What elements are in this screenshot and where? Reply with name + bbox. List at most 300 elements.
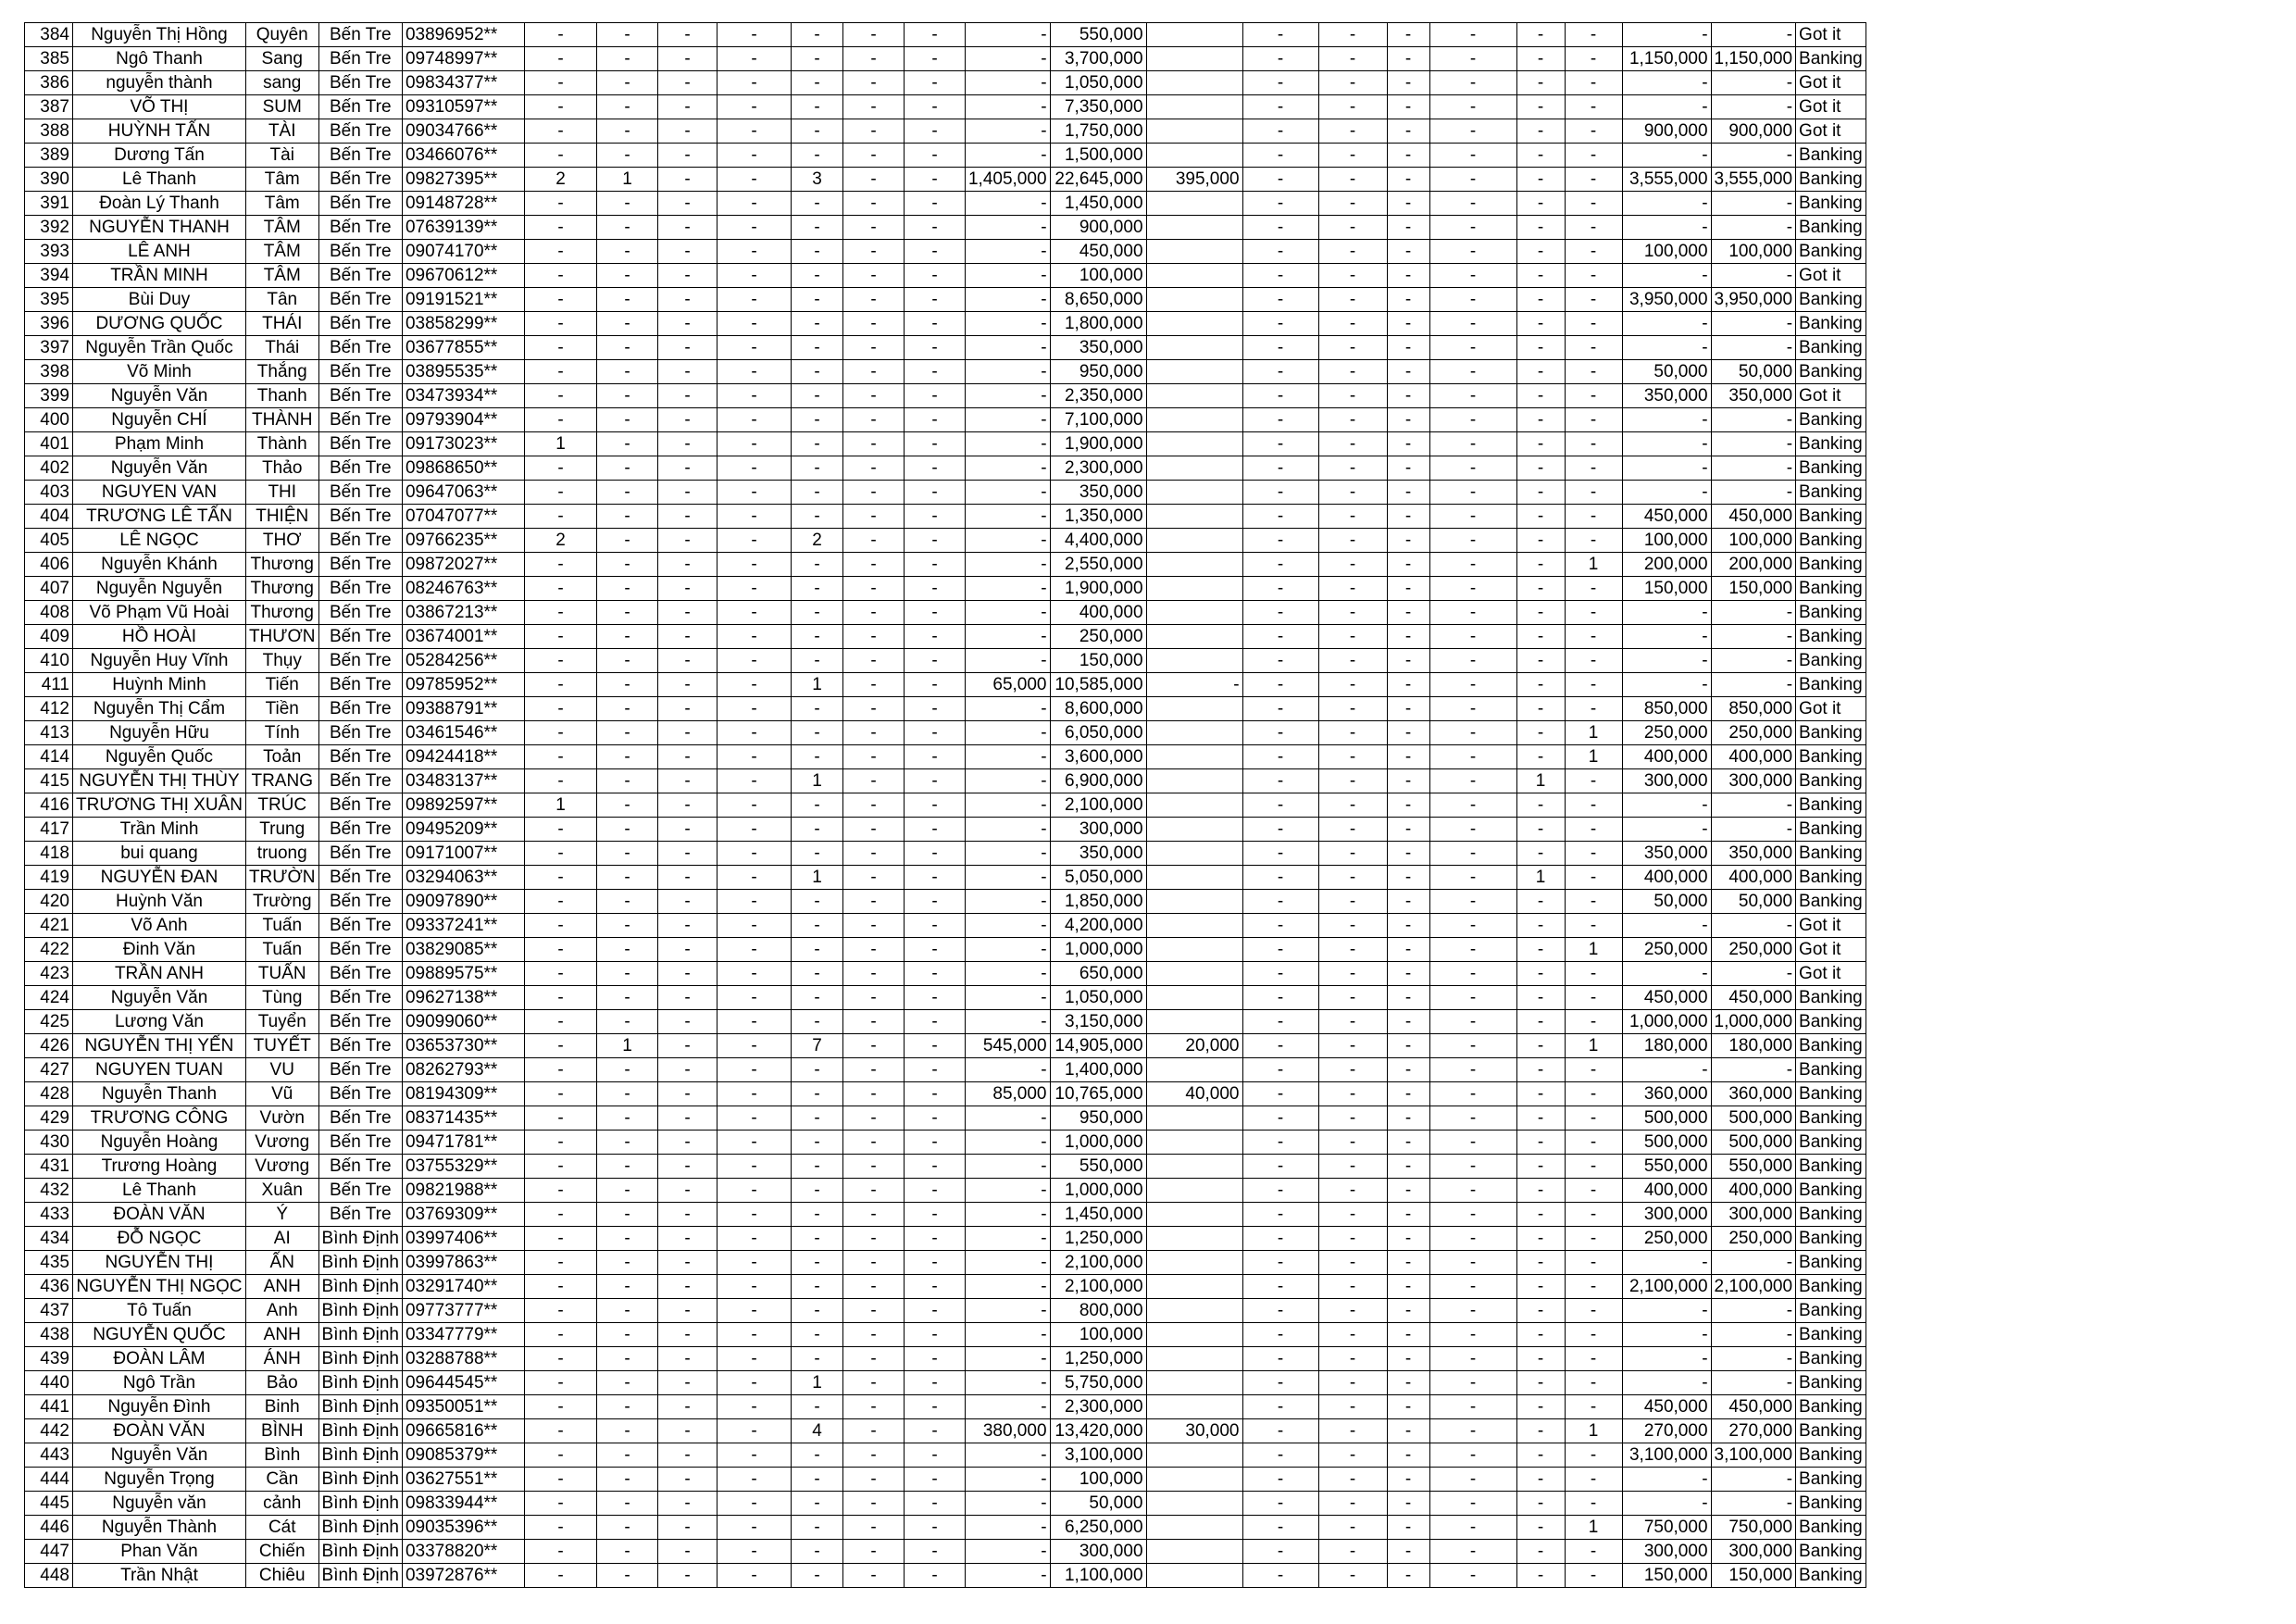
cell-amount-b xyxy=(1146,1323,1242,1347)
cell-amount-b xyxy=(1146,360,1242,384)
cell-phone: 09099060** xyxy=(402,1010,524,1034)
cell-count-2: - xyxy=(596,288,657,312)
cell-amount-b xyxy=(1146,649,1242,673)
cell-count-2: - xyxy=(596,1106,657,1131)
cell-flag-3: - xyxy=(1387,144,1429,168)
cell-flag-3: - xyxy=(1387,1034,1429,1058)
cell-flag-2: - xyxy=(1318,793,1387,818)
cell-count-4: - xyxy=(717,240,791,264)
cell-payment-method: Banking xyxy=(1796,601,1866,625)
cell-flag-1: - xyxy=(1242,216,1318,240)
cell-payment-method: Banking xyxy=(1796,144,1866,168)
cell-province: Bến Tre xyxy=(318,432,402,456)
cell-province: Bến Tre xyxy=(318,938,402,962)
cell-count-7: - xyxy=(904,1034,965,1058)
cell-count-6: - xyxy=(842,986,904,1010)
cell-count-3: - xyxy=(657,264,717,288)
cell-flag-4: - xyxy=(1429,986,1516,1010)
cell-last-middle-name: Nguyễn Nguyễn xyxy=(73,577,246,601)
cell-flag-2: - xyxy=(1318,1179,1387,1203)
cell-count-5: - xyxy=(791,1082,842,1106)
table-row xyxy=(25,95,1866,119)
cell-index: 421 xyxy=(25,914,73,938)
cell-count-3: - xyxy=(657,71,717,95)
cell-first-name: TÂM xyxy=(245,216,318,240)
cell-count-4: - xyxy=(717,601,791,625)
cell-amount-a: - xyxy=(965,697,1050,721)
cell-amount-a: - xyxy=(965,1131,1050,1155)
cell-index: 392 xyxy=(25,216,73,240)
cell-flag-3: - xyxy=(1387,1371,1429,1395)
cell-count-4: - xyxy=(717,1010,791,1034)
cell-first-name: Thái xyxy=(245,336,318,360)
cell-count-6: - xyxy=(842,1492,904,1516)
cell-last-middle-name: Nguyễn Hữu xyxy=(73,721,246,745)
cell-count-5: - xyxy=(791,95,842,119)
cell-amount-total: 350,000 xyxy=(1050,336,1146,360)
cell-flag-4: - xyxy=(1429,1347,1516,1371)
cell-flag-3: - xyxy=(1387,240,1429,264)
cell-first-name: AI xyxy=(245,1227,318,1251)
cell-phone: 03997863** xyxy=(402,1251,524,1275)
cell-flag-6: 1 xyxy=(1565,553,1622,577)
cell-index: 430 xyxy=(25,1131,73,1155)
cell-flag-5: - xyxy=(1516,168,1565,192)
cell-flag-5: - xyxy=(1516,1251,1565,1275)
cell-first-name: TUYẾT xyxy=(245,1034,318,1058)
cell-flag-6: - xyxy=(1565,697,1622,721)
cell-amount-a: - xyxy=(965,1564,1050,1588)
cell-payment-method: Banking xyxy=(1796,1347,1866,1371)
cell-flag-6: - xyxy=(1565,890,1622,914)
cell-flag-3: - xyxy=(1387,95,1429,119)
cell-phone: 03288788** xyxy=(402,1347,524,1371)
cell-count-6: - xyxy=(842,721,904,745)
cell-count-6: - xyxy=(842,529,904,553)
cell-payment-method: Banking xyxy=(1796,1275,1866,1299)
cell-paid-total: 350,000 xyxy=(1711,384,1796,408)
cell-count-7: - xyxy=(904,649,965,673)
cell-flag-6: - xyxy=(1565,408,1622,432)
cell-amount-a: - xyxy=(965,119,1050,144)
cell-flag-2: - xyxy=(1318,1323,1387,1347)
cell-flag-1: - xyxy=(1242,769,1318,793)
table-row xyxy=(25,962,1866,986)
cell-flag-4: - xyxy=(1429,1034,1516,1058)
cell-flag-5: - xyxy=(1516,1082,1565,1106)
cell-count-1: - xyxy=(524,1082,596,1106)
cell-paid-amount: - xyxy=(1622,456,1711,481)
cell-last-middle-name: Nguyễn Huy Vĩnh xyxy=(73,649,246,673)
cell-flag-5: - xyxy=(1516,914,1565,938)
cell-flag-2: - xyxy=(1318,1106,1387,1131)
cell-paid-total: 150,000 xyxy=(1711,1564,1796,1588)
cell-amount-b xyxy=(1146,288,1242,312)
cell-amount-a: - xyxy=(965,1251,1050,1275)
cell-index: 445 xyxy=(25,1492,73,1516)
cell-first-name: Tuấn xyxy=(245,914,318,938)
cell-last-middle-name: NGUYEN TUAN xyxy=(73,1058,246,1082)
cell-count-2: - xyxy=(596,240,657,264)
cell-last-middle-name: TRƯƠNG CÔNG xyxy=(73,1106,246,1131)
cell-amount-total: 100,000 xyxy=(1050,1468,1146,1492)
cell-count-2: - xyxy=(596,818,657,842)
cell-count-5: - xyxy=(791,1516,842,1540)
cell-amount-b xyxy=(1146,866,1242,890)
cell-flag-5: - xyxy=(1516,1540,1565,1564)
cell-count-3: - xyxy=(657,216,717,240)
cell-amount-a: - xyxy=(965,1347,1050,1371)
cell-amount-total: 6,250,000 xyxy=(1050,1516,1146,1540)
cell-count-6: - xyxy=(842,336,904,360)
cell-amount-a: - xyxy=(965,938,1050,962)
cell-count-1: - xyxy=(524,697,596,721)
cell-amount-a: - xyxy=(965,1010,1050,1034)
cell-count-5: - xyxy=(791,1251,842,1275)
cell-phone: 09766235** xyxy=(402,529,524,553)
cell-flag-3: - xyxy=(1387,673,1429,697)
cell-amount-total: 6,900,000 xyxy=(1050,769,1146,793)
table-row xyxy=(25,505,1866,529)
cell-phone: 03294063** xyxy=(402,866,524,890)
cell-payment-method: Banking xyxy=(1796,745,1866,769)
cell-count-7: - xyxy=(904,1203,965,1227)
cell-flag-4: - xyxy=(1429,1516,1516,1540)
cell-amount-a: - xyxy=(965,1540,1050,1564)
cell-amount-b xyxy=(1146,1227,1242,1251)
cell-amount-b xyxy=(1146,721,1242,745)
cell-last-middle-name: ĐOÀN VĂN xyxy=(73,1203,246,1227)
cell-last-middle-name: Nguyễn CHÍ xyxy=(73,408,246,432)
cell-flag-4: - xyxy=(1429,481,1516,505)
cell-paid-amount: 550,000 xyxy=(1622,1155,1711,1179)
cell-flag-2: - xyxy=(1318,842,1387,866)
cell-paid-total: - xyxy=(1711,625,1796,649)
cell-count-3: - xyxy=(657,1058,717,1082)
cell-flag-1: - xyxy=(1242,192,1318,216)
cell-payment-method: Banking xyxy=(1796,360,1866,384)
cell-phone: 09350051** xyxy=(402,1395,524,1419)
cell-flag-2: - xyxy=(1318,1251,1387,1275)
cell-phone: 03466076** xyxy=(402,144,524,168)
cell-amount-b xyxy=(1146,1371,1242,1395)
cell-flag-3: - xyxy=(1387,505,1429,529)
cell-flag-3: - xyxy=(1387,1419,1429,1443)
cell-count-5: - xyxy=(791,432,842,456)
cell-count-3: - xyxy=(657,529,717,553)
cell-paid-total: - xyxy=(1711,71,1796,95)
cell-flag-6: - xyxy=(1565,481,1622,505)
cell-amount-a: - xyxy=(965,721,1050,745)
cell-amount-a: - xyxy=(965,1106,1050,1131)
cell-count-4: - xyxy=(717,1468,791,1492)
cell-paid-amount: 350,000 xyxy=(1622,384,1711,408)
cell-count-6: - xyxy=(842,938,904,962)
cell-amount-a: - xyxy=(965,529,1050,553)
cell-paid-amount: 400,000 xyxy=(1622,866,1711,890)
cell-phone: 09834377** xyxy=(402,71,524,95)
cell-amount-total: 1,050,000 xyxy=(1050,71,1146,95)
cell-paid-total: 1,150,000 xyxy=(1711,47,1796,71)
cell-paid-amount: - xyxy=(1622,1347,1711,1371)
cell-count-4: - xyxy=(717,216,791,240)
cell-amount-total: 4,200,000 xyxy=(1050,914,1146,938)
cell-phone: 09868650** xyxy=(402,456,524,481)
cell-phone: 09171007** xyxy=(402,842,524,866)
cell-phone: 03483137** xyxy=(402,769,524,793)
cell-paid-total: 300,000 xyxy=(1711,1540,1796,1564)
cell-paid-total: - xyxy=(1711,144,1796,168)
cell-count-3: - xyxy=(657,1492,717,1516)
cell-flag-4: - xyxy=(1429,95,1516,119)
cell-flag-4: - xyxy=(1429,769,1516,793)
cell-amount-b xyxy=(1146,71,1242,95)
cell-count-1: - xyxy=(524,312,596,336)
cell-payment-method: Banking xyxy=(1796,842,1866,866)
cell-count-3: - xyxy=(657,1251,717,1275)
cell-flag-3: - xyxy=(1387,962,1429,986)
cell-amount-a: - xyxy=(965,432,1050,456)
cell-flag-3: - xyxy=(1387,456,1429,481)
cell-amount-total: 1,350,000 xyxy=(1050,505,1146,529)
cell-flag-5: - xyxy=(1516,1443,1565,1468)
cell-flag-4: - xyxy=(1429,168,1516,192)
cell-phone: 09424418** xyxy=(402,745,524,769)
cell-index: 439 xyxy=(25,1347,73,1371)
cell-count-3: - xyxy=(657,1179,717,1203)
cell-count-4: - xyxy=(717,432,791,456)
cell-count-1: - xyxy=(524,216,596,240)
cell-count-1: - xyxy=(524,1179,596,1203)
cell-count-7: - xyxy=(904,1371,965,1395)
cell-paid-amount: 250,000 xyxy=(1622,721,1711,745)
cell-count-2: - xyxy=(596,119,657,144)
cell-first-name: TÂM xyxy=(245,264,318,288)
cell-count-5: - xyxy=(791,192,842,216)
cell-count-1: - xyxy=(524,1323,596,1347)
cell-count-7: - xyxy=(904,553,965,577)
cell-amount-total: 950,000 xyxy=(1050,360,1146,384)
table-row xyxy=(25,649,1866,673)
cell-flag-6: 1 xyxy=(1565,938,1622,962)
cell-phone: 09785952** xyxy=(402,673,524,697)
cell-first-name: Bình xyxy=(245,1443,318,1468)
cell-province: Bến Tre xyxy=(318,745,402,769)
cell-count-6: - xyxy=(842,577,904,601)
cell-amount-b xyxy=(1146,1564,1242,1588)
cell-index: 424 xyxy=(25,986,73,1010)
cell-count-6: - xyxy=(842,1203,904,1227)
cell-amount-b xyxy=(1146,1299,1242,1323)
cell-flag-4: - xyxy=(1429,47,1516,71)
cell-paid-amount: 180,000 xyxy=(1622,1034,1711,1058)
cell-flag-3: - xyxy=(1387,192,1429,216)
table-row xyxy=(25,1082,1866,1106)
cell-count-4: - xyxy=(717,842,791,866)
cell-paid-total: - xyxy=(1711,264,1796,288)
cell-flag-3: - xyxy=(1387,168,1429,192)
cell-count-3: - xyxy=(657,866,717,890)
cell-flag-4: - xyxy=(1429,408,1516,432)
cell-amount-b xyxy=(1146,818,1242,842)
cell-flag-1: - xyxy=(1242,1564,1318,1588)
cell-payment-method: Banking xyxy=(1796,1010,1866,1034)
cell-flag-3: - xyxy=(1387,697,1429,721)
cell-first-name: TUẤN xyxy=(245,962,318,986)
cell-payment-method: Banking xyxy=(1796,866,1866,890)
cell-flag-2: - xyxy=(1318,1564,1387,1588)
cell-flag-2: - xyxy=(1318,601,1387,625)
cell-count-5: - xyxy=(791,456,842,481)
cell-count-1: - xyxy=(524,360,596,384)
cell-paid-total: 400,000 xyxy=(1711,866,1796,890)
cell-count-1: - xyxy=(524,1131,596,1155)
cell-count-5: 4 xyxy=(791,1419,842,1443)
cell-count-6: - xyxy=(842,673,904,697)
table-row xyxy=(25,1034,1866,1058)
cell-flag-4: - xyxy=(1429,1468,1516,1492)
cell-count-6: - xyxy=(842,890,904,914)
cell-flag-3: - xyxy=(1387,649,1429,673)
cell-flag-2: - xyxy=(1318,1468,1387,1492)
cell-count-1: - xyxy=(524,1299,596,1323)
cell-flag-6: - xyxy=(1565,1492,1622,1516)
table-row xyxy=(25,168,1866,192)
cell-phone: 03674001** xyxy=(402,625,524,649)
cell-count-6: - xyxy=(842,1179,904,1203)
cell-count-3: - xyxy=(657,1323,717,1347)
cell-amount-a: - xyxy=(965,144,1050,168)
cell-phone: 07047077** xyxy=(402,505,524,529)
cell-flag-6: - xyxy=(1565,769,1622,793)
cell-index: 397 xyxy=(25,336,73,360)
cell-amount-b: 395,000 xyxy=(1146,168,1242,192)
table-row xyxy=(25,1443,1866,1468)
cell-amount-a: - xyxy=(965,1227,1050,1251)
cell-province: Bến Tre xyxy=(318,866,402,890)
cell-flag-1: - xyxy=(1242,962,1318,986)
cell-flag-5: - xyxy=(1516,1299,1565,1323)
cell-count-2: - xyxy=(596,71,657,95)
cell-payment-method: Got it xyxy=(1796,384,1866,408)
cell-paid-amount: - xyxy=(1622,71,1711,95)
cell-phone: 09892597** xyxy=(402,793,524,818)
cell-last-middle-name: nguyễn thành xyxy=(73,71,246,95)
cell-count-1: - xyxy=(524,1564,596,1588)
cell-count-1: - xyxy=(524,1058,596,1082)
cell-first-name: Toản xyxy=(245,745,318,769)
cell-count-2: - xyxy=(596,360,657,384)
cell-amount-total: 1,450,000 xyxy=(1050,192,1146,216)
cell-last-middle-name: Nguyễn Thị Hồng xyxy=(73,23,246,47)
cell-flag-5: - xyxy=(1516,408,1565,432)
cell-province: Bình Định xyxy=(318,1516,402,1540)
cell-amount-a: - xyxy=(965,866,1050,890)
cell-count-5: 7 xyxy=(791,1034,842,1058)
cell-flag-6: - xyxy=(1565,1275,1622,1299)
cell-phone: 03653730** xyxy=(402,1034,524,1058)
cell-last-middle-name: Lương Văn xyxy=(73,1010,246,1034)
cell-paid-total: - xyxy=(1711,408,1796,432)
cell-index: 405 xyxy=(25,529,73,553)
cell-count-5: - xyxy=(791,71,842,95)
cell-last-middle-name: Đoàn Lý Thanh xyxy=(73,192,246,216)
cell-province: Bình Định xyxy=(318,1347,402,1371)
cell-phone: 03755329** xyxy=(402,1155,524,1179)
cell-count-2: - xyxy=(596,842,657,866)
cell-amount-total: 150,000 xyxy=(1050,649,1146,673)
cell-amount-a: - xyxy=(965,47,1050,71)
cell-paid-amount: 3,100,000 xyxy=(1622,1443,1711,1468)
cell-flag-2: - xyxy=(1318,1058,1387,1082)
cell-province: Bến Tre xyxy=(318,962,402,986)
cell-index: 404 xyxy=(25,505,73,529)
cell-last-middle-name: TRẦN MINH xyxy=(73,264,246,288)
cell-count-3: - xyxy=(657,577,717,601)
cell-amount-a: - xyxy=(965,890,1050,914)
cell-flag-5: - xyxy=(1516,1203,1565,1227)
cell-count-1: - xyxy=(524,986,596,1010)
cell-count-6: - xyxy=(842,95,904,119)
cell-paid-amount: 3,950,000 xyxy=(1622,288,1711,312)
cell-count-4: - xyxy=(717,721,791,745)
cell-paid-amount: 500,000 xyxy=(1622,1106,1711,1131)
cell-paid-amount: - xyxy=(1622,432,1711,456)
cell-count-4: - xyxy=(717,360,791,384)
cell-province: Bình Định xyxy=(318,1492,402,1516)
cell-flag-5: - xyxy=(1516,1058,1565,1082)
cell-amount-b xyxy=(1146,144,1242,168)
cell-phone: 03378820** xyxy=(402,1540,524,1564)
cell-flag-2: - xyxy=(1318,1131,1387,1155)
cell-amount-a: - xyxy=(965,553,1050,577)
cell-count-1: - xyxy=(524,818,596,842)
cell-amount-b xyxy=(1146,1179,1242,1203)
cell-flag-6: - xyxy=(1565,264,1622,288)
cell-first-name: ÁNH xyxy=(245,1347,318,1371)
cell-flag-3: - xyxy=(1387,23,1429,47)
cell-flag-6: - xyxy=(1565,384,1622,408)
cell-phone: 09644545** xyxy=(402,1371,524,1395)
cell-count-2: - xyxy=(596,1203,657,1227)
cell-count-5: - xyxy=(791,1443,842,1468)
cell-payment-method: Banking xyxy=(1796,1299,1866,1323)
cell-phone: 03769309** xyxy=(402,1203,524,1227)
cell-amount-b xyxy=(1146,1468,1242,1492)
cell-flag-1: - xyxy=(1242,144,1318,168)
cell-amount-total: 1,900,000 xyxy=(1050,577,1146,601)
cell-phone: 09773777** xyxy=(402,1299,524,1323)
cell-count-3: - xyxy=(657,47,717,71)
cell-amount-a: - xyxy=(965,818,1050,842)
cell-province: Bến Tre xyxy=(318,697,402,721)
cell-count-4: - xyxy=(717,505,791,529)
cell-count-5: 3 xyxy=(791,168,842,192)
cell-amount-total: 450,000 xyxy=(1050,240,1146,264)
cell-last-middle-name: HỒ HOÀI xyxy=(73,625,246,649)
cell-count-7: - xyxy=(904,240,965,264)
cell-count-6: - xyxy=(842,1155,904,1179)
cell-count-5: - xyxy=(791,986,842,1010)
cell-flag-3: - xyxy=(1387,818,1429,842)
cell-flag-6: - xyxy=(1565,1347,1622,1371)
cell-flag-6: - xyxy=(1565,47,1622,71)
cell-last-middle-name: NGUYỄN THỊ YẾN xyxy=(73,1034,246,1058)
cell-amount-b xyxy=(1146,240,1242,264)
cell-count-6: - xyxy=(842,71,904,95)
cell-count-7: - xyxy=(904,529,965,553)
cell-count-1: - xyxy=(524,144,596,168)
